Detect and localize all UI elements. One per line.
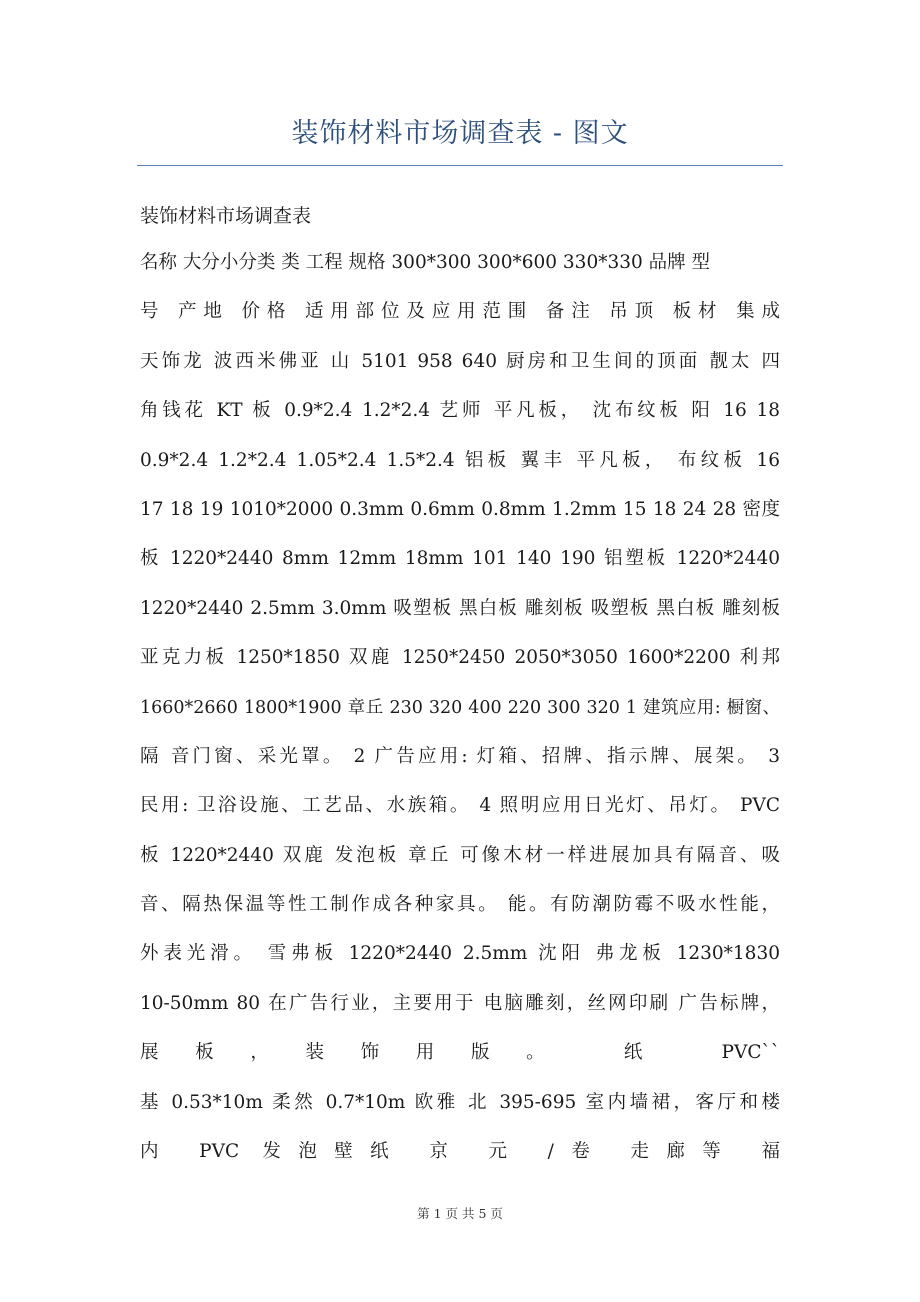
body-line: 板 1220*2440 双鹿 发泡板 章丘 可像木材一样进展加具有隔音、吸 — [140, 844, 780, 866]
title-divider — [137, 165, 783, 166]
body-line: 1660*2660 1800*1900 章丘 230 320 400 220 300 320 1 建筑应用: 橱窗、 — [140, 697, 780, 718]
body-line: 17 18 19 1010*2000 0.3mm 0.6mm 0.8mm 1.2mm 15 18 24 28 密度 — [140, 498, 780, 520]
page-number: 第 1 页 共 5 页 — [417, 1206, 503, 1221]
body-line: 角钱花 KT 板 0.9*2.4 1.2*2.4 艺师 平凡板， 沈布纹板 阳 16 18 — [140, 400, 780, 422]
body-line: 1220*2440 2.5mm 3.0mm 吸塑板 黑白板 雕刻板 吸塑板 黑白板 雕刻板 — [140, 597, 780, 619]
body-line: 音、隔热保温等性工制作成各种家具。 能。有防潮防霉不吸水性能， — [140, 894, 780, 916]
body-line: 展板，装饰用版。 纸 PVC`` — [140, 1042, 780, 1064]
body-line: 名称 大分小分类 类 工程 规格 300*300 300*600 330*330 品牌 型 — [140, 252, 711, 273]
document-subtitle: 装饰材料市场调查表 — [140, 205, 312, 227]
body-line: 民用: 卫浴设施、工艺品、水族箱。 4 照明应用日光灯、吊灯。 PVC — [140, 795, 780, 817]
body-line: 内 PVC 发泡壁纸 京 元 /卷 走廊等 福 — [140, 1141, 780, 1163]
document-title: 装饰材料市场调查表 - 图文 — [291, 118, 629, 149]
body-line: 0.9*2.4 1.2*2.4 1.05*2.4 1.5*2.4 铝板 翼丰 平凡板， 布纹板 16 — [140, 449, 780, 471]
body-line: 亚克力板 1250*1850 双鹿 1250*2450 2050*3050 1600*2200 利邦 — [140, 647, 780, 669]
body-line: 基 0.53*10m 柔然 0.7*10m 欧雅 北 395-695 室内墙裙，客厅和楼 — [140, 1091, 780, 1113]
body-line: 10-50mm 80 在广告行业，主要用于 电脑雕刻，丝网印刷 广告标牌， — [140, 992, 780, 1014]
body-line: 天饰龙 波西米佛亚 山 5101 958 640 厨房和卫生间的顶面 靓太 四 — [140, 350, 780, 372]
body-line: 外表光滑。 雪弗板 1220*2440 2.5mm 沈阳 弗龙板 1230*1830 — [140, 943, 780, 965]
document-body — [140, 243, 780, 1181]
body-line: 板 1220*2440 8mm 12mm 18mm 101 140 190 铝塑板 1220*2440 — [140, 548, 780, 570]
body-line: 隔 音门窗、采光罩。 2 广告应用: 灯箱、招牌、指示牌、展架。 3 — [140, 745, 780, 767]
body-line: 号 产地 价格 适用部位及应用范围 备注 吊顶 板材 集成 — [140, 301, 780, 323]
